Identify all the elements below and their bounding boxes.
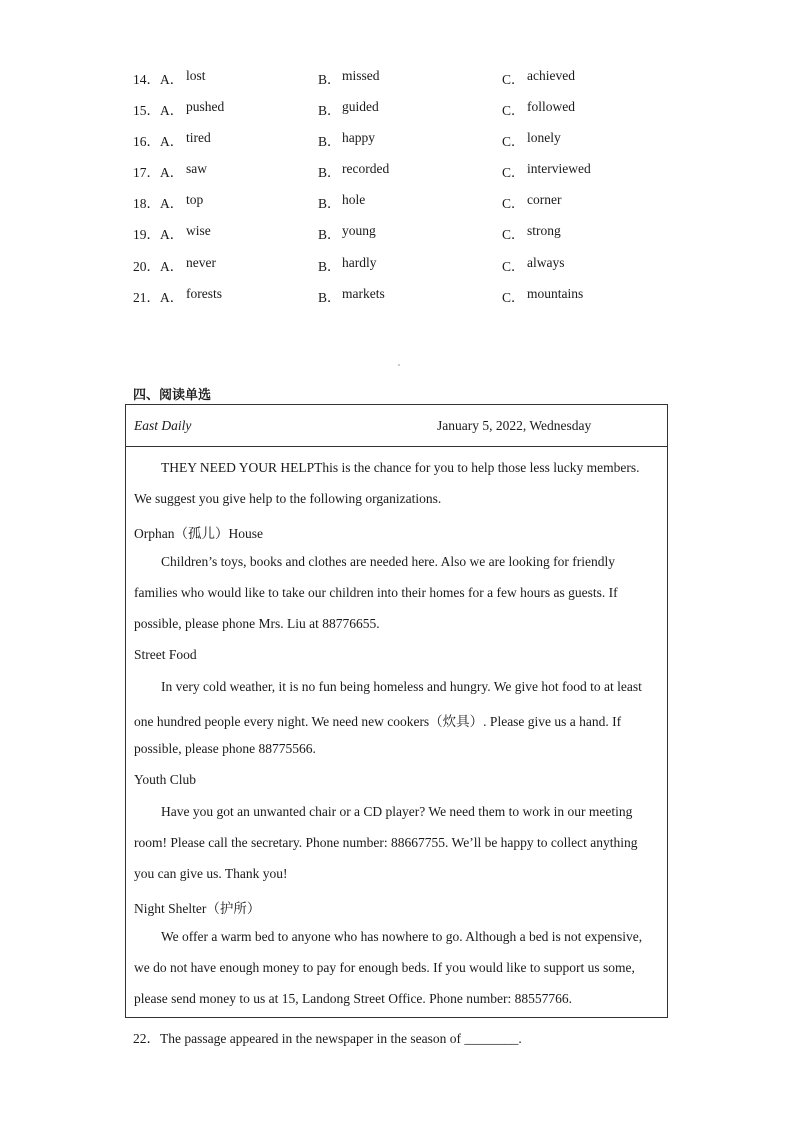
options-row-15 bbox=[0, 99, 794, 119]
option-a-label: A． bbox=[160, 227, 184, 242]
newspaper-date: January 5, 2022, Wednesday bbox=[437, 418, 592, 433]
option-b-label: B． bbox=[318, 290, 341, 305]
option-c-label: C． bbox=[502, 259, 525, 274]
option-a-label: A． bbox=[160, 165, 184, 180]
option-b-text: hardly bbox=[342, 255, 377, 270]
options-row-21 bbox=[0, 286, 794, 306]
option-c-text: strong bbox=[527, 223, 561, 238]
passage-heading: Night Shelter（护所） bbox=[134, 901, 261, 916]
option-c-label: C． bbox=[502, 103, 525, 118]
option-c-text: interviewed bbox=[527, 161, 591, 176]
option-c-text: corner bbox=[527, 192, 562, 207]
option-a-text: saw bbox=[186, 161, 207, 176]
option-b-label: B． bbox=[318, 72, 341, 87]
option-a-text: wise bbox=[186, 223, 211, 238]
passage-line: families who would like to take our children into their homes for a few hours as guests. If bbox=[134, 585, 618, 600]
question-number: 16． bbox=[133, 134, 160, 149]
option-a-text: pushed bbox=[186, 99, 225, 114]
option-c-text: mountains bbox=[527, 286, 584, 301]
question-number: 18． bbox=[133, 196, 160, 211]
option-b-label: B． bbox=[318, 165, 341, 180]
options-row-16 bbox=[0, 130, 794, 150]
passage-line: Have you got an unwanted chair or a CD player? We need them to work in our meeting bbox=[161, 804, 633, 819]
passage-box bbox=[125, 404, 668, 1018]
option-b-text: happy bbox=[342, 130, 375, 145]
option-b-text: recorded bbox=[342, 161, 390, 176]
option-a-text: top bbox=[186, 192, 204, 207]
option-a-label: A． bbox=[160, 196, 184, 211]
passage-line: We offer a warm bed to anyone who has nowhere to go. Although a bed is not expensive, bbox=[161, 929, 643, 944]
option-a-text: lost bbox=[186, 68, 206, 83]
options-row-19 bbox=[0, 223, 794, 243]
option-b-label: B． bbox=[318, 134, 341, 149]
passage-line: Children’s toys, books and clothes are needed here. Also we are looking for friendly bbox=[161, 554, 616, 569]
scan-speck bbox=[398, 364, 400, 366]
option-b-label: B． bbox=[318, 196, 341, 211]
option-b-text: hole bbox=[342, 192, 366, 207]
option-a-text: forests bbox=[186, 286, 222, 301]
option-c-text: achieved bbox=[527, 68, 575, 83]
passage-line: possible, please phone 88775566. bbox=[134, 741, 316, 756]
passage-line: We suggest you give help to the following organizations. bbox=[134, 491, 442, 506]
question-number: 14． bbox=[133, 72, 160, 87]
option-a-text: tired bbox=[186, 130, 211, 145]
option-c-label: C． bbox=[502, 72, 525, 87]
passage-line: we do not have enough money to pay for enough beds. If you would like to support us some, bbox=[134, 960, 635, 975]
options-row-18 bbox=[0, 192, 794, 212]
question-number: 19． bbox=[133, 227, 160, 242]
option-a-label: A． bbox=[160, 103, 184, 118]
option-b-text: missed bbox=[342, 68, 380, 83]
passage-line: you can give us. Thank you! bbox=[134, 866, 288, 881]
question-22: 22．The passage appeared in the newspaper in the season of ________. bbox=[133, 1031, 522, 1046]
option-c-label: C． bbox=[502, 134, 525, 149]
passage-line: THEY NEED YOUR HELPThis is the chance for you to help those less lucky members. bbox=[161, 460, 640, 475]
option-c-label: C． bbox=[502, 165, 525, 180]
option-c-label: C． bbox=[502, 227, 525, 242]
option-b-label: B． bbox=[318, 259, 341, 274]
option-a-label: A． bbox=[160, 290, 184, 305]
passage-heading: Street Food bbox=[134, 647, 197, 662]
option-b-text: guided bbox=[342, 99, 379, 114]
options-row-20 bbox=[0, 255, 794, 275]
option-b-text: markets bbox=[342, 286, 385, 301]
question-number: 15． bbox=[133, 103, 160, 118]
section-title: 四、阅读单选 bbox=[133, 388, 212, 403]
passage-header bbox=[126, 405, 667, 447]
options-row-14 bbox=[0, 68, 794, 88]
option-a-label: A． bbox=[160, 134, 184, 149]
option-b-label: B． bbox=[318, 103, 341, 118]
passage-line: one hundred people every night. We need new cookers（炊具）. Please give us a hand. If bbox=[134, 714, 622, 729]
option-a-text: never bbox=[186, 255, 216, 270]
option-c-label: C． bbox=[502, 290, 525, 305]
option-a-label: A． bbox=[160, 72, 184, 87]
option-c-text: lonely bbox=[527, 130, 561, 145]
option-b-label: B． bbox=[318, 227, 341, 242]
option-b-text: young bbox=[342, 223, 376, 238]
option-c-text: followed bbox=[527, 99, 575, 114]
question-number: 17． bbox=[133, 165, 160, 180]
passage-heading: Youth Club bbox=[134, 772, 197, 787]
question-number: 21． bbox=[133, 290, 160, 305]
option-c-text: always bbox=[527, 255, 565, 270]
passage-line: In very cold weather, it is no fun being homeless and hungry. We give hot food to at least bbox=[161, 679, 642, 694]
newspaper-name: East Daily bbox=[134, 418, 192, 433]
passage-line: room! Please call the secretary. Phone number: 88667755. We’ll be happy to collect anything bbox=[134, 835, 638, 850]
option-c-label: C． bbox=[502, 196, 525, 211]
passage-heading: Orphan（孤儿）House bbox=[134, 526, 263, 541]
option-a-label: A． bbox=[160, 259, 184, 274]
passage-line: possible, please phone Mrs. Liu at 88776655. bbox=[134, 616, 380, 631]
options-row-17 bbox=[0, 161, 794, 181]
passage-line: please send money to us at 15, Landong Street Office. Phone number: 88557766. bbox=[134, 991, 573, 1006]
question-number: 20． bbox=[133, 259, 160, 274]
